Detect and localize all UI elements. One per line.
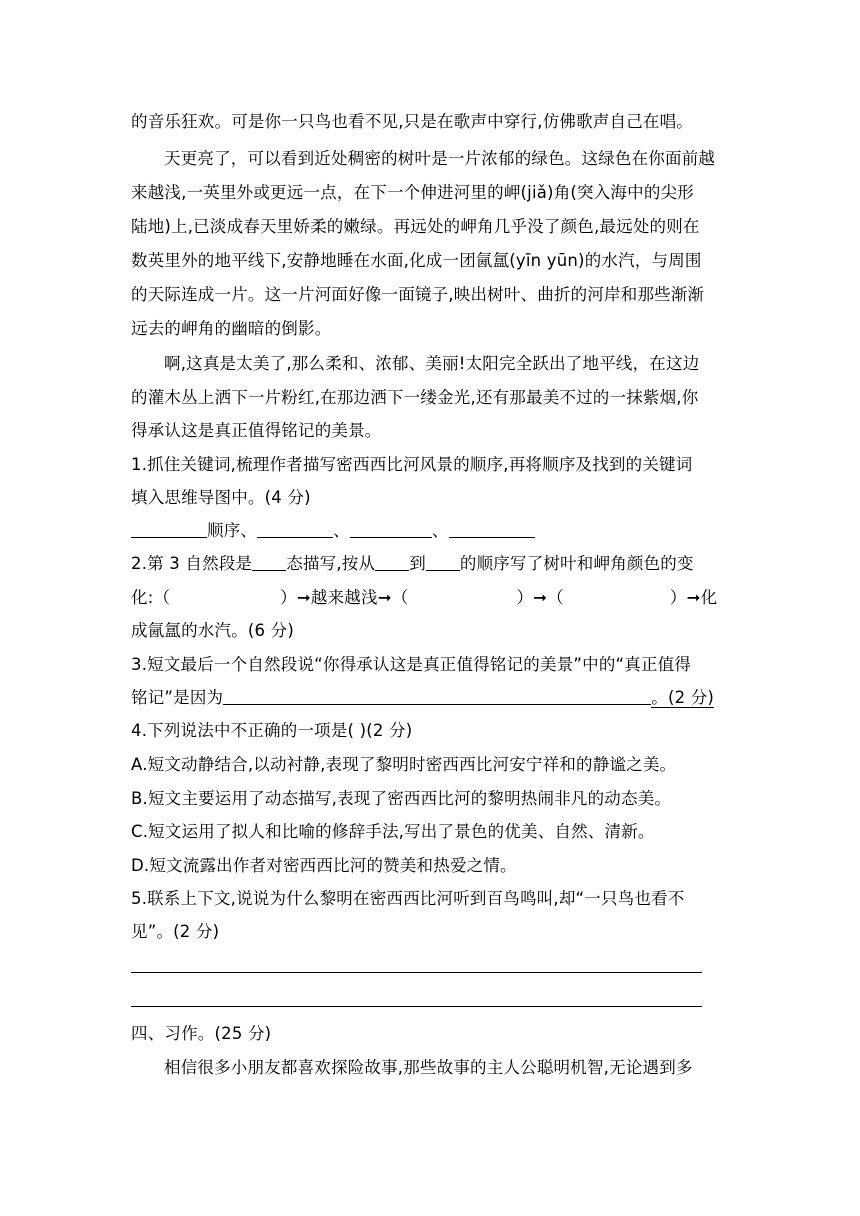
q2-text: ）➞化 — [669, 588, 718, 607]
q1-separator: 、 — [333, 521, 350, 540]
q2-text: 2.第 3 自然段是 — [131, 554, 253, 573]
question-2-line2 — [131, 588, 731, 608]
question-1-line2: 填入思维导图中。(4 分) — [131, 488, 311, 507]
question-4-option-a: A.短文动静结合,以动衬静,表现了黎明时密西西比河安宁祥和的静谧之美。 — [131, 755, 677, 774]
answer-rule-line[interactable] — [131, 1006, 702, 1007]
passage-p2-line6: 远去的岬角的幽暗的倒影。 — [131, 319, 332, 338]
q1-separator: 、 — [431, 521, 449, 540]
passage-p2-line5: 的天际连成一片。这一片河面好像一面镜子,映出树叶、曲折的河岸和那些渐渐 — [131, 285, 705, 304]
passage-p1-tail: 的音乐狂欢。可是你一只鸟也看不见,只是在歌声中穿行,仿佛歌声自己在唱。 — [131, 112, 693, 131]
answer-blank[interactable] — [131, 521, 207, 538]
question-4-option-d: D.短文流露出作者对密西西比河的赞美和热爱之情。 — [131, 856, 517, 875]
q2-text: 态描写,按从 — [286, 554, 376, 573]
question-1-answer-line — [131, 521, 731, 541]
answer-blank[interactable] — [252, 554, 286, 571]
question-5-line2: 见”。(2 分) — [131, 922, 220, 941]
section-4-heading: 四、习作。(25 分) — [131, 1024, 272, 1043]
question-1-line1: 1.抓住关键词,梳理作者描写密西西比河风景的顺序,再将顺序及找到的关键词 — [131, 455, 693, 474]
question-4-option-b: B.短文主要运用了动态描写,表现了密西西比河的黎明热闹非凡的动态美。 — [131, 789, 672, 808]
passage-p2-line3: 陆地)上,已淡成春天里娇柔的嫩绿。再远处的岬角几乎没了颜色,最远处的则在 — [131, 217, 700, 236]
answer-blank[interactable] — [375, 554, 409, 571]
answer-blank[interactable] — [257, 521, 333, 538]
passage-p3-line2: 的灌木丛上洒下一片粉红,在那边洒下一缕金光,还有那最美不过的一抹紫烟,你 — [131, 388, 699, 407]
q3-text: 铭记”是因为 — [131, 688, 224, 707]
question-4-option-c: C.短文运用了拟人和比喻的修辞手法,写出了景色的优美、自然、清新。 — [131, 822, 655, 841]
question-3-line1: 3.短文最后一个自然段说“你得承认这是真正值得铭记的美景”中的“真正值得 — [131, 655, 692, 674]
answer-blank[interactable] — [223, 688, 651, 705]
passage-p3-line1: 啊,这真是太美了,那么柔和、浓郁、美丽!太阳完全跃出了地平线，在这边 — [164, 354, 700, 373]
question-3-line2 — [131, 688, 731, 708]
answer-blank[interactable] — [449, 521, 535, 538]
question-2-line3: 成氤氲的水汽。(6 分) — [131, 621, 295, 640]
answer-rule-line[interactable] — [131, 972, 702, 973]
passage-p2-line2: 来越浅,一英里外或更远一点，在下一个伸进河里的岬(jiǎ)角(突入海中的尖形 — [131, 183, 694, 202]
section-4-line1: 相信很多小朋友都喜欢探险故事,那些故事的主人公聪明机智,无论遇到多 — [164, 1058, 693, 1077]
q2-text: 的顺序写了树叶和岬角颜色的变 — [459, 554, 694, 573]
question-4-stem: 4.下列说法中不正确的一项是( )(2 分) — [131, 721, 413, 740]
q3-tail: 。(2 分) — [651, 688, 715, 707]
question-5-line1: 5.联系上下文,说说为什么黎明在密西西比河听到百鸟鸣叫,却“一只鸟也看不 — [131, 889, 685, 908]
q2-text: 到 — [409, 554, 426, 573]
passage-p3-line3: 得承认这是真正值得铭记的美景。 — [131, 421, 382, 440]
q2-text: ）➞（ — [516, 588, 564, 607]
passage-p2-line4: 数英里外的地平线下,安静地睡在水面,化成一团氤氲(yīn yūn)的水汽，与周围 — [131, 251, 702, 270]
passage-p2-line1: 天更亮了，可以看到近处稠密的树叶是一片浓郁的绿色。这绿色在你面前越 — [164, 149, 716, 168]
q2-text: ）➞越来越浅➞（ — [280, 588, 409, 607]
question-2-line1 — [131, 554, 731, 574]
answer-blank[interactable] — [350, 521, 432, 538]
q2-text: 化:（ — [131, 588, 171, 607]
q1-order-label: 顺序、 — [207, 521, 258, 540]
answer-blank[interactable] — [426, 554, 460, 571]
